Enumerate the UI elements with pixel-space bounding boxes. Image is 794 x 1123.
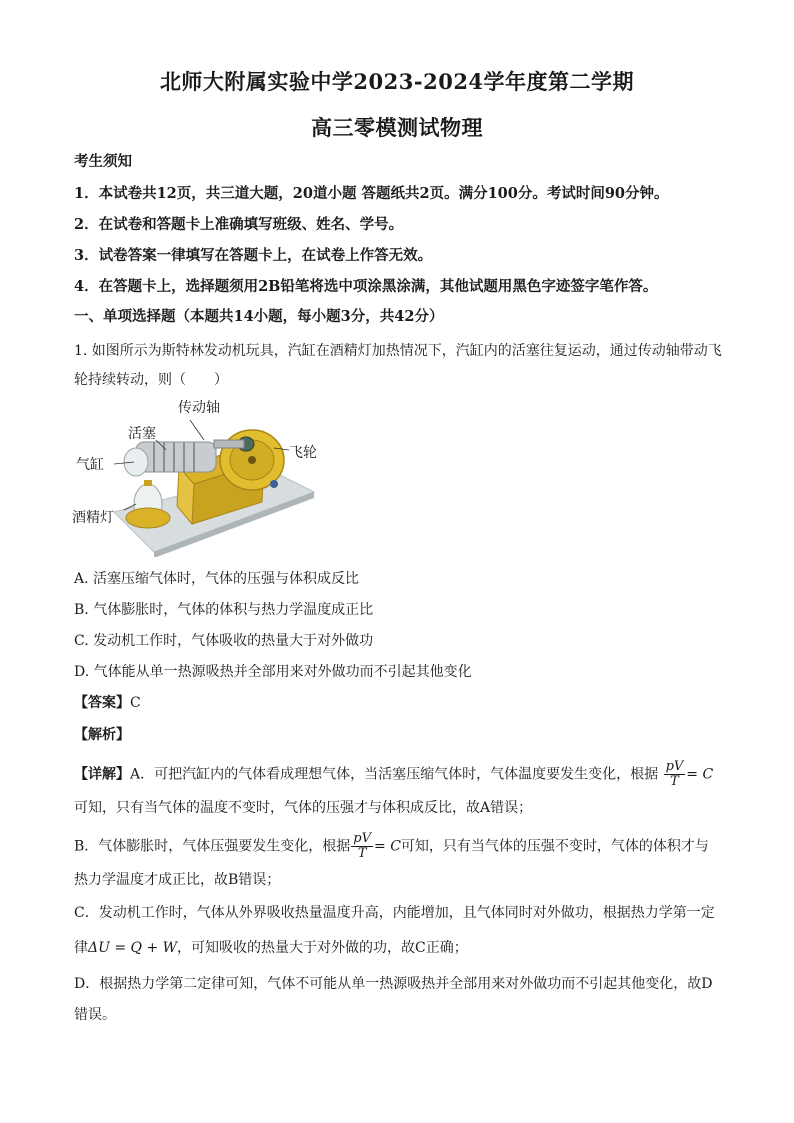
detail-d-line2: 错误。 xyxy=(74,1007,116,1023)
answer-line xyxy=(74,692,141,712)
detail-a-text: A．可把汽缸内的气体看成理想气体，当活塞压缩气体时，气体温度要发生变化，根据 xyxy=(130,766,659,783)
label-flywheel: 飞轮 xyxy=(289,445,317,461)
exam-title: 北师大附属实验中学2023-2024学年度第二学期 xyxy=(159,69,635,94)
option-c: C. 发动机工作时，气体吸收的热量大于对外做功 xyxy=(74,633,374,649)
exam-subtitle: 高三零模测试物理 xyxy=(311,115,483,140)
label-shaft: 传动轴 xyxy=(178,400,220,416)
detail-d-line1: D．根据热力学第二定律可知，气体不可能从单一热源吸热并全部用来对外做功而不引起其他变化，故D xyxy=(74,976,713,992)
detail-b-line1: B．气体膨胀时，气体压强要发生变化，根据 $\frac{pV}{T}$ = C可知，只有当气体的压强不变时，气体的体积才与 xyxy=(74,831,709,861)
first-law-formula: ΔU = Q + W xyxy=(88,940,178,956)
notice-item: 1．本试卷共12页，共三道大题，20道小题 答题纸共2页。满分100分。考试时间90分钟。 xyxy=(74,185,669,202)
detail-a-line2: 可知，只有当气体的温度不变时，气体的压强才与体积成反比，故A错误； xyxy=(74,800,533,816)
option-d: D. 气体能从单一热源吸热并全部用来对外做功而不引起其他变化 xyxy=(74,664,472,680)
ideal-gas-rhs: = C xyxy=(686,766,714,783)
question-stem: 轮持续转动，则（ ） xyxy=(74,372,228,388)
notice-item: 2．在试卷和答题卡上准确填写班级、姓名、学号。 xyxy=(74,216,404,233)
analysis-label: 【解析】 xyxy=(74,727,130,743)
label-lamp: 酒精灯 xyxy=(72,510,114,526)
detail-b-line2: 热力学温度才成正比，故B错误； xyxy=(74,872,281,888)
option-a: A. 活塞压缩气体时，气体的压强与体积成反比 xyxy=(74,571,360,587)
section-heading: 一、单项选择题（本题共14小题，每小题3分，共42分） xyxy=(74,308,444,325)
option-b: B. 气体膨胀时，气体的体积与热力学温度成正比 xyxy=(74,602,374,618)
detail-c-line1: C．发动机工作时，气体从外界吸收热量温度升高，内能增加，且气体同时对外做功，根据热力学第一定 xyxy=(74,905,715,921)
detail-c-line2: 律ΔU = Q + W，可知吸收的热量大于对外做的功，故C正确； xyxy=(74,940,468,956)
label-piston: 活塞 xyxy=(128,426,156,442)
notice-item: 4．在答题卡上，选择题须用2B铅笔将选中项涂黑涂满，其他试题用黑色字迹签字笔作答。 xyxy=(74,278,658,295)
stirling-engine-figure xyxy=(74,392,324,557)
detail-a-line1 xyxy=(74,760,713,789)
detail-label: 【详解】 xyxy=(74,766,130,783)
answer-value: C xyxy=(130,695,141,711)
notice-heading: 考生须知 xyxy=(74,153,132,170)
label-cylinder: 气缸 xyxy=(76,457,104,473)
question-stem: 1. 如图所示为斯特林发动机玩具，汽缸在酒精灯加热情况下，汽缸内的活塞往复运动，通过传动轴带动飞 xyxy=(74,343,722,359)
ideal-gas-fraction: $\frac{pV}{T}$ xyxy=(353,831,372,861)
notice-item: 3．试卷答案一律填写在答题卡上，在试卷上作答无效。 xyxy=(74,247,433,264)
answer-label: 【答案】 xyxy=(74,695,130,711)
ideal-gas-fraction: $\frac{pV}{T}$ xyxy=(665,759,684,789)
